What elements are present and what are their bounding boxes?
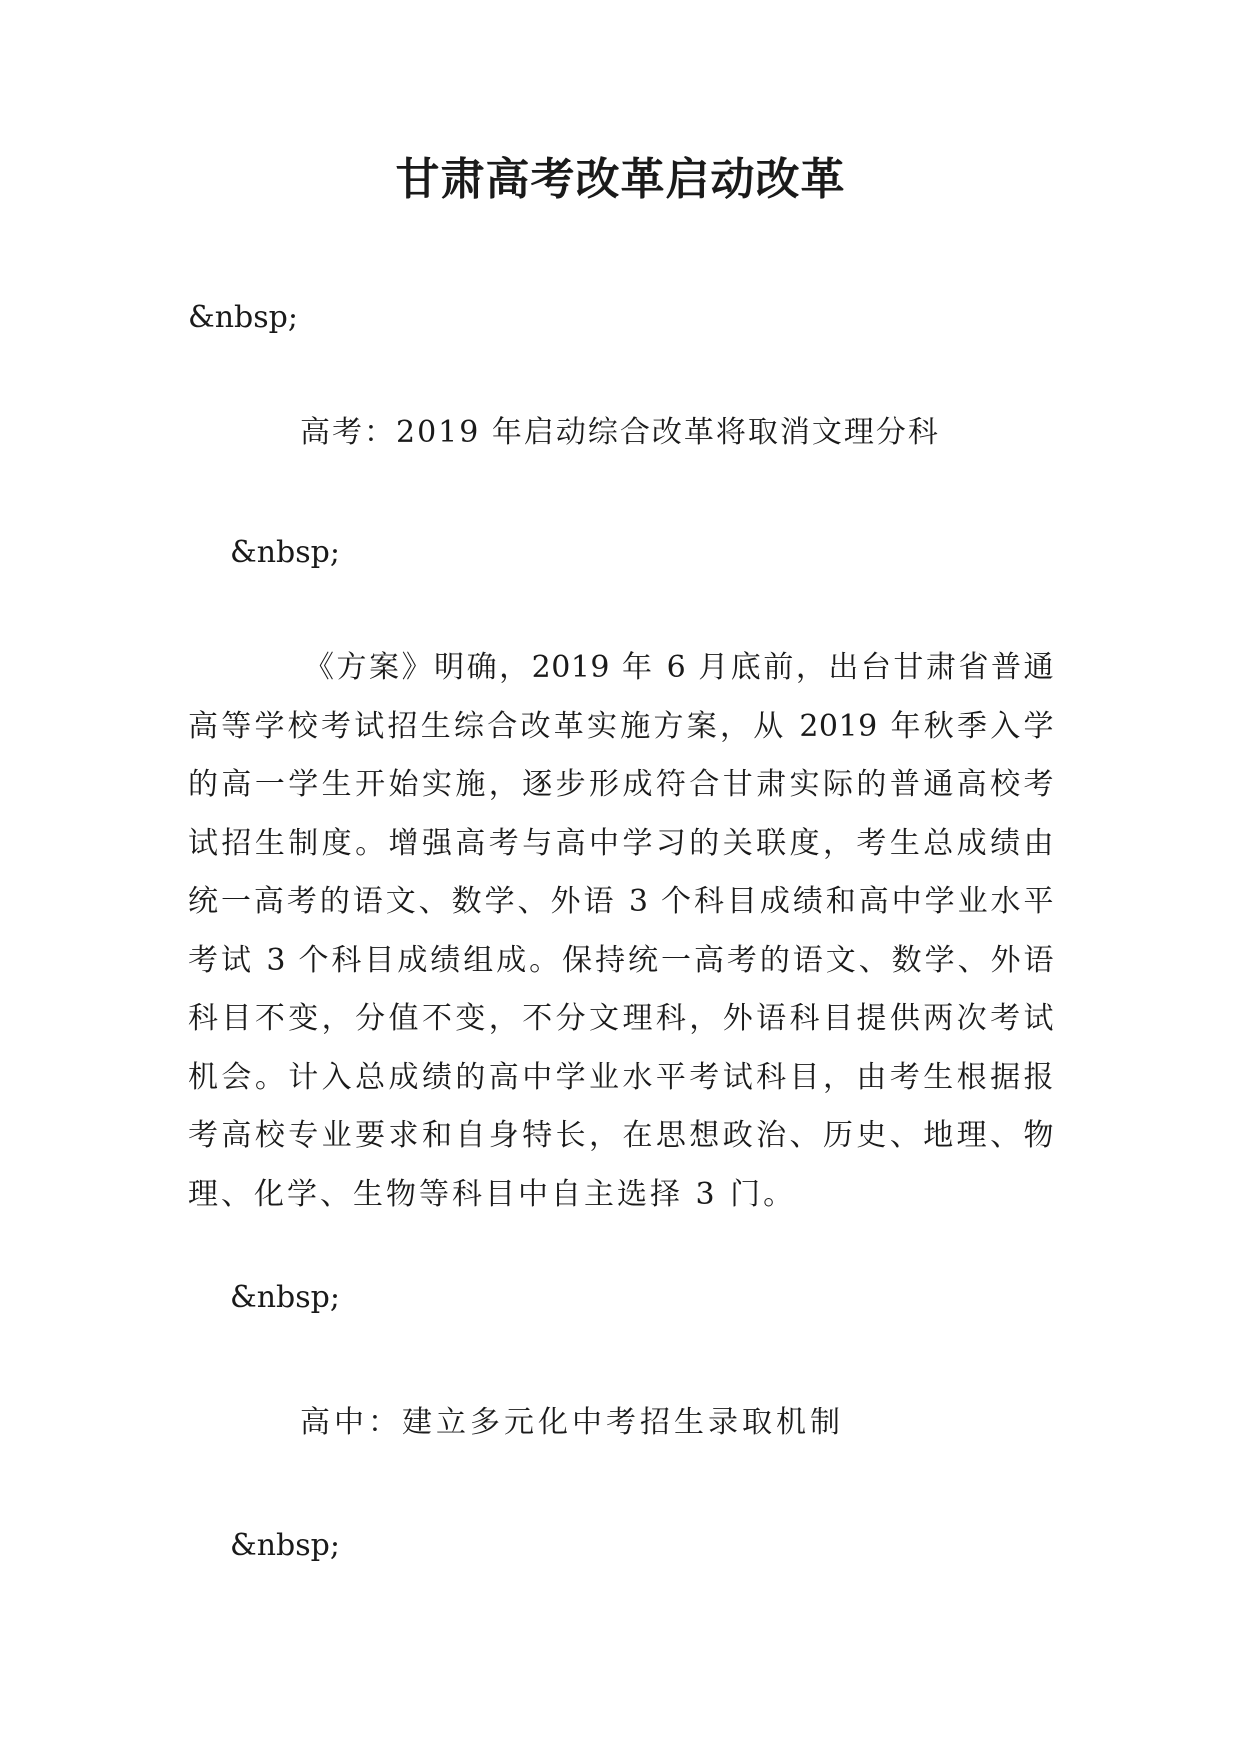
nbsp-placeholder-4: &nbsp;: [230, 1528, 340, 1563]
paragraph-line: 机会。计入总成绩的高中学业水平考试科目，由考生根据报: [188, 1059, 1054, 1095]
paragraph-line: 考高校专业要求和自身特长，在思想政治、历史、地理、物: [188, 1118, 1054, 1153]
paragraph-line: 的高一学生开始实施，逐步形成符合甘肃实际的普通高校考: [188, 767, 1054, 802]
paragraph-line: 《方案》明确，2019 年 6 月底前，出台甘肃省普通: [304, 650, 1054, 685]
paragraph-line: 统一高考的语文、数学、外语 3 个科目成绩和高中学业水平: [188, 884, 1054, 919]
nbsp-placeholder-3: &nbsp;: [230, 1280, 340, 1315]
paragraph-line: 科目不变，分值不变，不分文理科，外语科目提供两次考试: [188, 1001, 1054, 1036]
nbsp-placeholder-2: &nbsp;: [230, 535, 340, 570]
document-title: 甘肃高考改革启动改革: [395, 154, 846, 205]
paragraph-line: 高等学校考试招生综合改革实施方案，从 2019 年秋季入学: [188, 708, 1054, 744]
section-heading-gaozhong: 高中：建立多元化中考招生录取机制: [300, 1405, 844, 1440]
paragraph-line: 理、化学、生物等科目中自主选择 3 门。: [188, 1176, 797, 1212]
nbsp-placeholder-1: &nbsp;: [188, 300, 298, 335]
body-paragraph: [188, 648, 1054, 1233]
paragraph-line: 考试 3 个科目成绩组成。保持统一高考的语文、数学、外语: [188, 942, 1054, 978]
section-heading-gaokao: 高考：2019 年启动综合改革将取消文理分科: [300, 415, 940, 450]
paragraph-line: 试招生制度。增强高考与高中学习的关联度，考生总成绩由: [188, 825, 1054, 861]
